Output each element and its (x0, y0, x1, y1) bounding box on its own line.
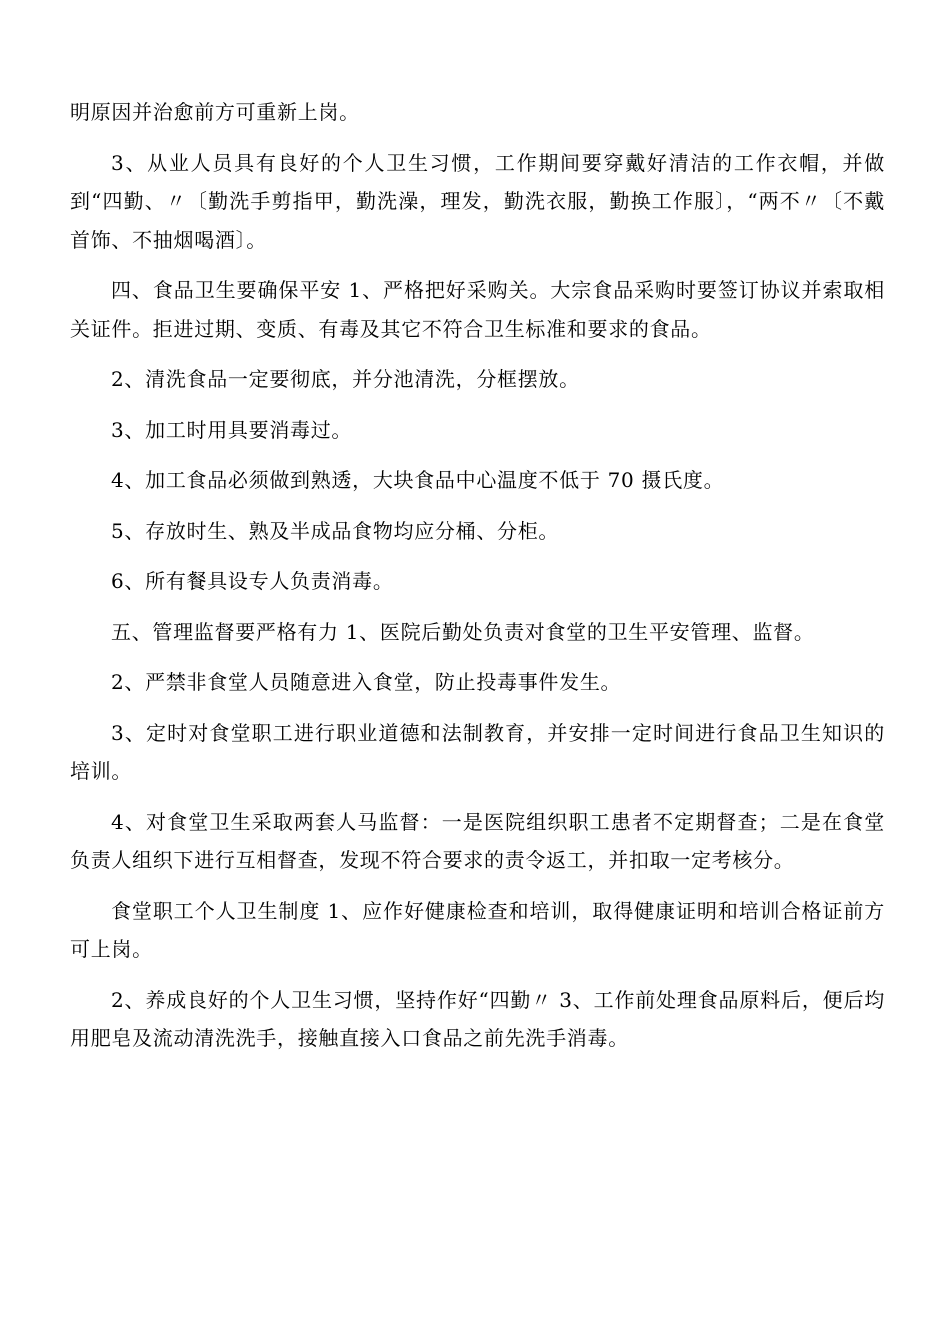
paragraph-section-five-supervision: 五、管理监督要严格有力 1、医院后勤处负责对食堂的卫生平安管理、监督。 (111, 619, 815, 644)
paragraph-staff-training: 3、定时对食堂职工进行职业道德和法制教育，并安排一定时间进行食品卫生知识的培训。 (70, 720, 885, 783)
paragraph-continuation: 明原因并治愈前方可重新上岗。 (70, 100, 360, 124)
paragraph-access-control: 2、严禁非食堂人员随意进入食堂，防止投毒事件发生。 (111, 670, 622, 694)
paragraph-personal-hygiene-system: 食堂职工个人卫生制度 1、应作好健康检查和培训，取得健康证明和培训合格证前方可上岗。 (70, 898, 885, 961)
paragraph-cooking-temperature: 4、加工食品必须做到熟透，大块食品中心温度不低于 70 摄氏度。 (111, 468, 725, 492)
paragraph-section-four-food-safety: 四、食品卫生要确保平安 1、严格把好采购关。大宗食品采购时要签订协议并索取相关证件。拒进过期、变质、有毒及其它不符合卫生标准和要求的食品。 (70, 278, 885, 341)
paragraph-tableware: 6、所有餐具设专人负责消毒。 (111, 569, 394, 593)
paragraph-washing-food: 2、清洗食品一定要彻底，并分池清洗，分框摆放。 (111, 367, 580, 391)
paragraph-staff-hygiene-habits: 3、从业人员具有良好的个人卫生习惯，工作期间要穿戴好清洁的工作衣帽，并做到“四勤、〃〔勤洗手剪指甲，勤洗澡，理发，勤洗衣服，勤换工作服〕，“两不〃〔不戴首饰、不抽烟喝酒〕。 (70, 150, 885, 252)
document-body (70, 93, 885, 1070)
paragraph-hand-washing: 2、养成良好的个人卫生习惯，坚持作好“四勤〃 3、工作前处理食品原料后，便后均用肥皂及流动清洗洗手，接触直接入口食品之前先洗手消毒。 (70, 987, 885, 1050)
paragraph-dual-supervision: 4、对食堂卫生采取两套人马监督：一是医院组织职工患者不定期督查；二是在食堂负责人组织下进行互相督查，发现不符合要求的责令返工，并扣取一定考核分。 (70, 809, 885, 872)
paragraph-storage: 5、存放时生、熟及半成品食物均应分桶、分柜。 (111, 518, 560, 543)
paragraph-utensil-disinfection: 3、加工时用具要消毒过。 (111, 417, 353, 442)
